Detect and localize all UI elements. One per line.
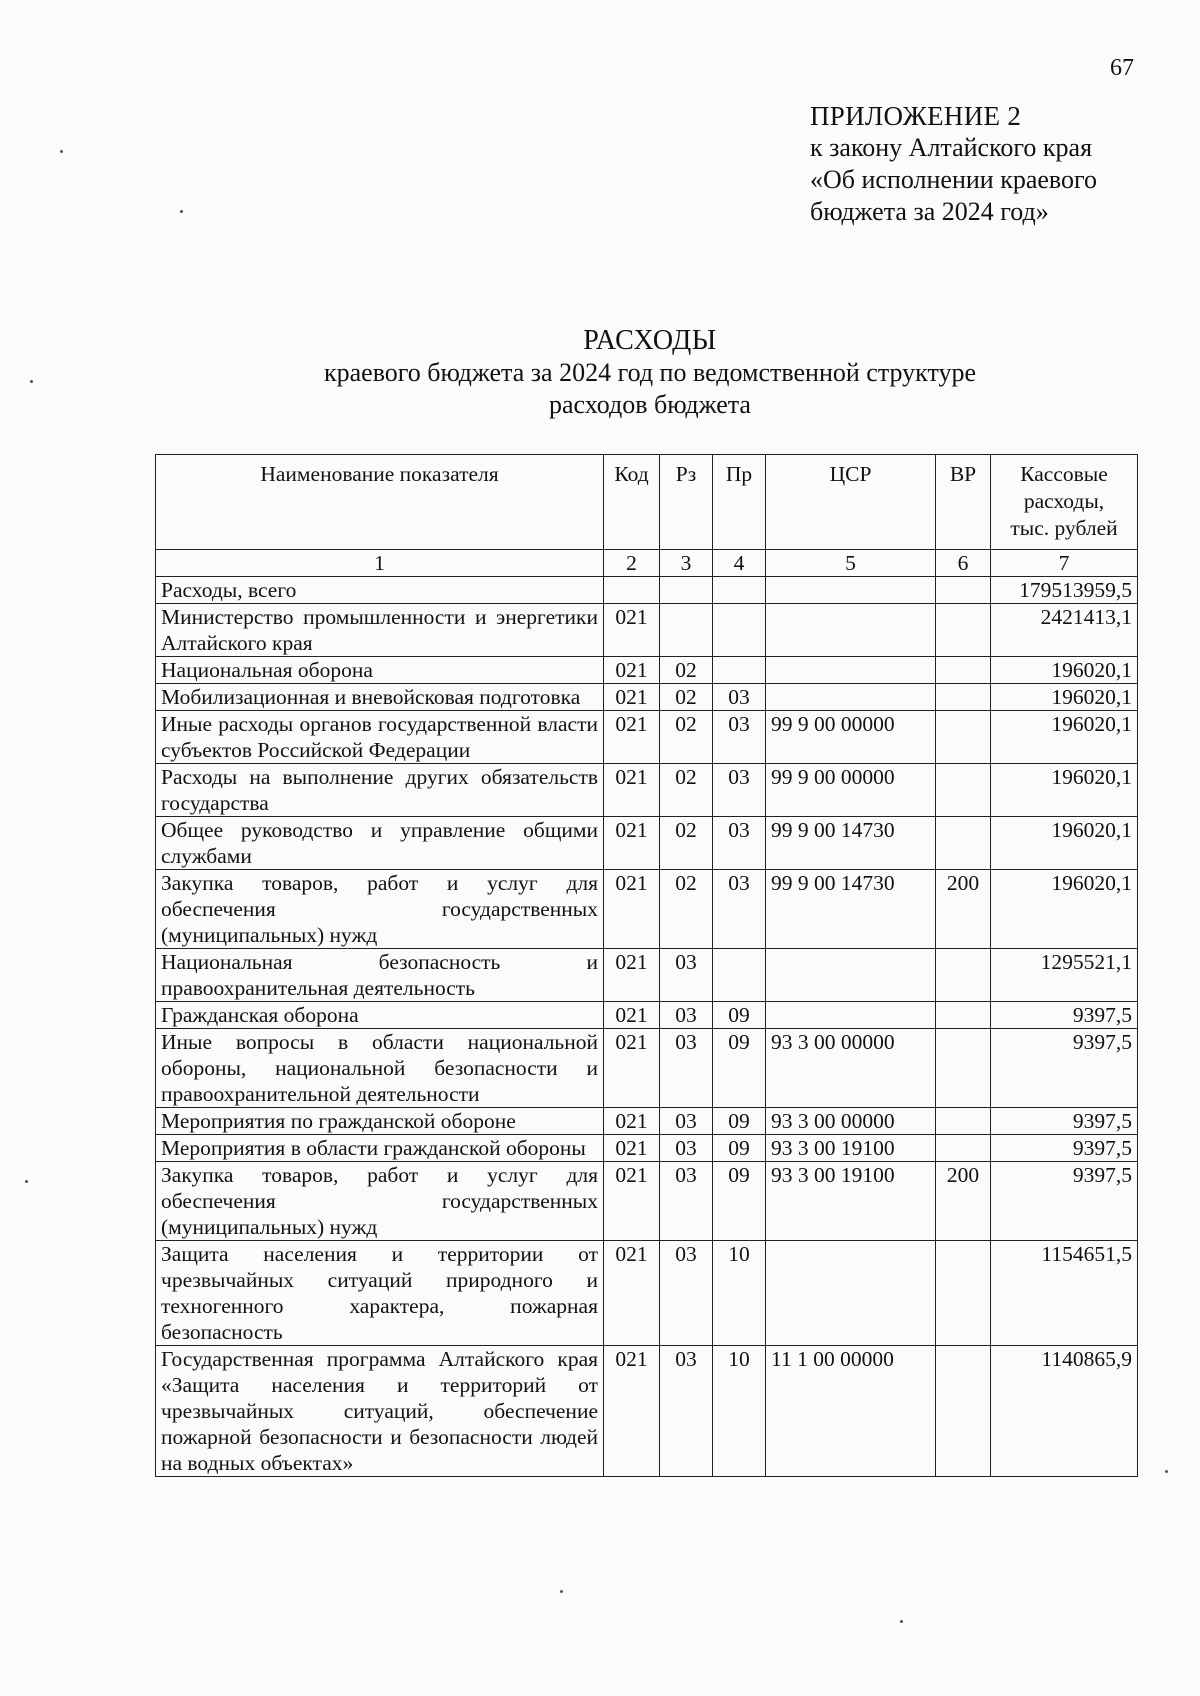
- cell-sum: 196020,1: [991, 711, 1138, 764]
- cell-csr: [766, 1241, 936, 1346]
- table-row: [156, 817, 1138, 870]
- cell-rz: 03: [660, 949, 713, 1002]
- cell-csr: [766, 577, 936, 604]
- cell-csr: [766, 684, 936, 711]
- cell-csr: 93 3 00 00000: [766, 1029, 936, 1108]
- scan-speck: [180, 210, 183, 213]
- cell-rz: 03: [660, 1162, 713, 1241]
- cell-sum: 9397,5: [991, 1002, 1138, 1029]
- table-row: [156, 764, 1138, 817]
- scan-speck: [1165, 1470, 1168, 1473]
- table-body: [156, 577, 1138, 1477]
- page-number: 67: [1110, 55, 1134, 81]
- cell-sum: 9397,5: [991, 1135, 1138, 1162]
- table-row: [156, 684, 1138, 711]
- column-number: 1: [156, 550, 604, 577]
- cell-kod: 021: [604, 1346, 660, 1477]
- cell-kod: 021: [604, 949, 660, 1002]
- header-sum: [991, 455, 1138, 550]
- cell-pr: 09: [713, 1162, 766, 1241]
- table-row: [156, 1162, 1138, 1241]
- cell-sum: 196020,1: [991, 870, 1138, 949]
- scan-speck: [560, 1590, 563, 1593]
- cell-pr: 09: [713, 1135, 766, 1162]
- cell-pr: 09: [713, 1029, 766, 1108]
- cell-rz: 03: [660, 1135, 713, 1162]
- expenses-table: [155, 454, 1138, 1477]
- cell-kod: 021: [604, 711, 660, 764]
- cell-pr: [713, 604, 766, 657]
- cell-name: Министерство промышленности и энергетики Алтайского края: [156, 604, 604, 657]
- cell-vr: [936, 657, 991, 684]
- scan-speck: [25, 1180, 28, 1183]
- table-row: [156, 870, 1138, 949]
- cell-name: Закупка товаров, работ и услуг для обеспечения государственных (муниципальных) нужд: [156, 870, 604, 949]
- column-number: 3: [660, 550, 713, 577]
- cell-sum: 9397,5: [991, 1162, 1138, 1241]
- cell-rz: 02: [660, 764, 713, 817]
- appendix-title: ПРИЛОЖЕНИЕ 2: [810, 101, 1022, 131]
- cell-csr: 11 1 00 00000: [766, 1346, 936, 1477]
- appendix-line: бюджета за 2024 год»: [810, 197, 1049, 226]
- document-heading: [0, 325, 1200, 421]
- cell-vr: [936, 764, 991, 817]
- cell-rz: 02: [660, 657, 713, 684]
- cell-kod: 021: [604, 1135, 660, 1162]
- cell-name: Мероприятия в области гражданской обороны: [156, 1135, 604, 1162]
- heading-line: расходов бюджета: [549, 390, 751, 419]
- table-row: [156, 1135, 1138, 1162]
- cell-name: Мобилизационная и вневойсковая подготовка: [156, 684, 604, 711]
- appendix-line: к закону Алтайского края: [810, 133, 1093, 162]
- cell-kod: 021: [604, 604, 660, 657]
- cell-pr: 10: [713, 1346, 766, 1477]
- cell-sum: 9397,5: [991, 1108, 1138, 1135]
- cell-rz: 02: [660, 870, 713, 949]
- cell-sum: 9397,5: [991, 1029, 1138, 1108]
- table-row: [156, 711, 1138, 764]
- cell-rz: 03: [660, 1108, 713, 1135]
- cell-rz: 02: [660, 711, 713, 764]
- cell-name: Расходы, всего: [156, 577, 604, 604]
- header-rz: Рз: [660, 455, 713, 550]
- cell-kod: 021: [604, 657, 660, 684]
- cell-vr: [936, 1002, 991, 1029]
- cell-pr: 09: [713, 1108, 766, 1135]
- cell-name: Мероприятия по гражданской обороне: [156, 1108, 604, 1135]
- table-row: [156, 1346, 1138, 1477]
- column-number-row: [156, 550, 1138, 577]
- table-row: [156, 604, 1138, 657]
- cell-csr: 99 9 00 14730: [766, 870, 936, 949]
- cell-vr: 200: [936, 870, 991, 949]
- heading-line: краевого бюджета за 2024 год по ведомственной структуре: [323, 358, 977, 387]
- cell-vr: 200: [936, 1162, 991, 1241]
- cell-csr: [766, 949, 936, 1002]
- cell-name: Общее руководство и управление общими службами: [156, 817, 604, 870]
- cell-vr: [936, 1241, 991, 1346]
- table-row: [156, 1029, 1138, 1108]
- cell-kod: 021: [604, 1108, 660, 1135]
- cell-rz: 03: [660, 1346, 713, 1477]
- header-kod: Код: [604, 455, 660, 550]
- cell-kod: 021: [604, 1241, 660, 1346]
- cell-csr: [766, 604, 936, 657]
- cell-csr: 93 3 00 19100: [766, 1162, 936, 1241]
- cell-name: Защита населения и территории от чрезвычайных ситуаций природного и техногенного характера, пожарная безопасность: [156, 1241, 604, 1346]
- column-number: 6: [936, 550, 991, 577]
- cell-vr: [936, 604, 991, 657]
- cell-vr: [936, 1108, 991, 1135]
- cell-csr: 93 3 00 19100: [766, 1135, 936, 1162]
- cell-sum: 196020,1: [991, 764, 1138, 817]
- header-pr: Пр: [713, 455, 766, 550]
- cell-pr: 03: [713, 684, 766, 711]
- header-csr: ЦСР: [766, 455, 936, 550]
- table-row: [156, 1108, 1138, 1135]
- table-row: [156, 949, 1138, 1002]
- cell-pr: 03: [713, 764, 766, 817]
- cell-vr: [936, 684, 991, 711]
- cell-csr: [766, 1002, 936, 1029]
- cell-vr: [936, 577, 991, 604]
- cell-csr: [766, 657, 936, 684]
- cell-vr: [936, 949, 991, 1002]
- cell-vr: [936, 711, 991, 764]
- column-number: 2: [604, 550, 660, 577]
- cell-name: Национальная оборона: [156, 657, 604, 684]
- cell-sum: 196020,1: [991, 817, 1138, 870]
- header-sum-line: Кассовые: [1020, 462, 1108, 486]
- cell-csr: 99 9 00 00000: [766, 711, 936, 764]
- cell-vr: [936, 817, 991, 870]
- cell-sum: 196020,1: [991, 684, 1138, 711]
- cell-sum: 179513959,5: [991, 577, 1138, 604]
- cell-csr: 99 9 00 00000: [766, 764, 936, 817]
- cell-vr: [936, 1135, 991, 1162]
- cell-kod: 021: [604, 817, 660, 870]
- cell-sum: 1154651,5: [991, 1241, 1138, 1346]
- scan-speck: [900, 1620, 903, 1623]
- table-row: [156, 577, 1138, 604]
- cell-rz: [660, 577, 713, 604]
- cell-pr: 09: [713, 1002, 766, 1029]
- cell-name: Закупка товаров, работ и услуг для обеспечения государственных (муниципальных) нужд: [156, 1162, 604, 1241]
- cell-kod: 021: [604, 684, 660, 711]
- scan-speck: [30, 380, 33, 383]
- cell-csr: 99 9 00 14730: [766, 817, 936, 870]
- table-row: [156, 1241, 1138, 1346]
- cell-rz: 03: [660, 1029, 713, 1108]
- cell-sum: 196020,1: [991, 657, 1138, 684]
- column-number: 5: [766, 550, 936, 577]
- table-row: [156, 1002, 1138, 1029]
- appendix-block: [810, 100, 1097, 228]
- column-number: 4: [713, 550, 766, 577]
- header-row: [156, 455, 1138, 550]
- cell-name: Расходы на выполнение других обязательств государства: [156, 764, 604, 817]
- table-row: [156, 657, 1138, 684]
- cell-pr: 10: [713, 1241, 766, 1346]
- header-sum-line: расходы,: [1023, 489, 1105, 513]
- cell-kod: 021: [604, 764, 660, 817]
- cell-pr: 03: [713, 817, 766, 870]
- cell-kod: 021: [604, 1029, 660, 1108]
- header-vr: ВР: [936, 455, 991, 550]
- cell-pr: [713, 949, 766, 1002]
- cell-rz: 02: [660, 817, 713, 870]
- cell-rz: 02: [660, 684, 713, 711]
- cell-vr: [936, 1346, 991, 1477]
- cell-sum: 1295521,1: [991, 949, 1138, 1002]
- cell-pr: 03: [713, 711, 766, 764]
- appendix-line: «Об исполнении краевого: [810, 165, 1098, 194]
- cell-name: Государственная программа Алтайского края «Защита населения и территорий от чрезвычайных ситуаций, обеспечение пожарной безопасности и безопасности людей на водных объектах»: [156, 1346, 604, 1477]
- cell-rz: 03: [660, 1241, 713, 1346]
- scan-speck: [60, 150, 63, 153]
- cell-vr: [936, 1029, 991, 1108]
- cell-name: Гражданская оборона: [156, 1002, 604, 1029]
- header-name: Наименование показателя: [156, 455, 604, 550]
- header-sum-line: тыс. рублей: [1010, 516, 1118, 540]
- cell-kod: 021: [604, 1002, 660, 1029]
- cell-sum: 2421413,1: [991, 604, 1138, 657]
- cell-rz: 03: [660, 1002, 713, 1029]
- column-number: 7: [991, 550, 1138, 577]
- cell-pr: [713, 657, 766, 684]
- cell-name: Национальная безопасность и правоохранительная деятельность: [156, 949, 604, 1002]
- cell-pr: [713, 577, 766, 604]
- cell-kod: 021: [604, 870, 660, 949]
- cell-kod: [604, 577, 660, 604]
- cell-name: Иные вопросы в области национальной обороны, национальной безопасности и правоохранительной деятельности: [156, 1029, 604, 1108]
- cell-name: Иные расходы органов государственной власти субъектов Российской Федерации: [156, 711, 604, 764]
- cell-sum: 1140865,9: [991, 1346, 1138, 1477]
- cell-pr: 03: [713, 870, 766, 949]
- heading-title: РАСХОДЫ: [583, 325, 717, 356]
- cell-kod: 021: [604, 1162, 660, 1241]
- cell-csr: 93 3 00 00000: [766, 1108, 936, 1135]
- cell-rz: [660, 604, 713, 657]
